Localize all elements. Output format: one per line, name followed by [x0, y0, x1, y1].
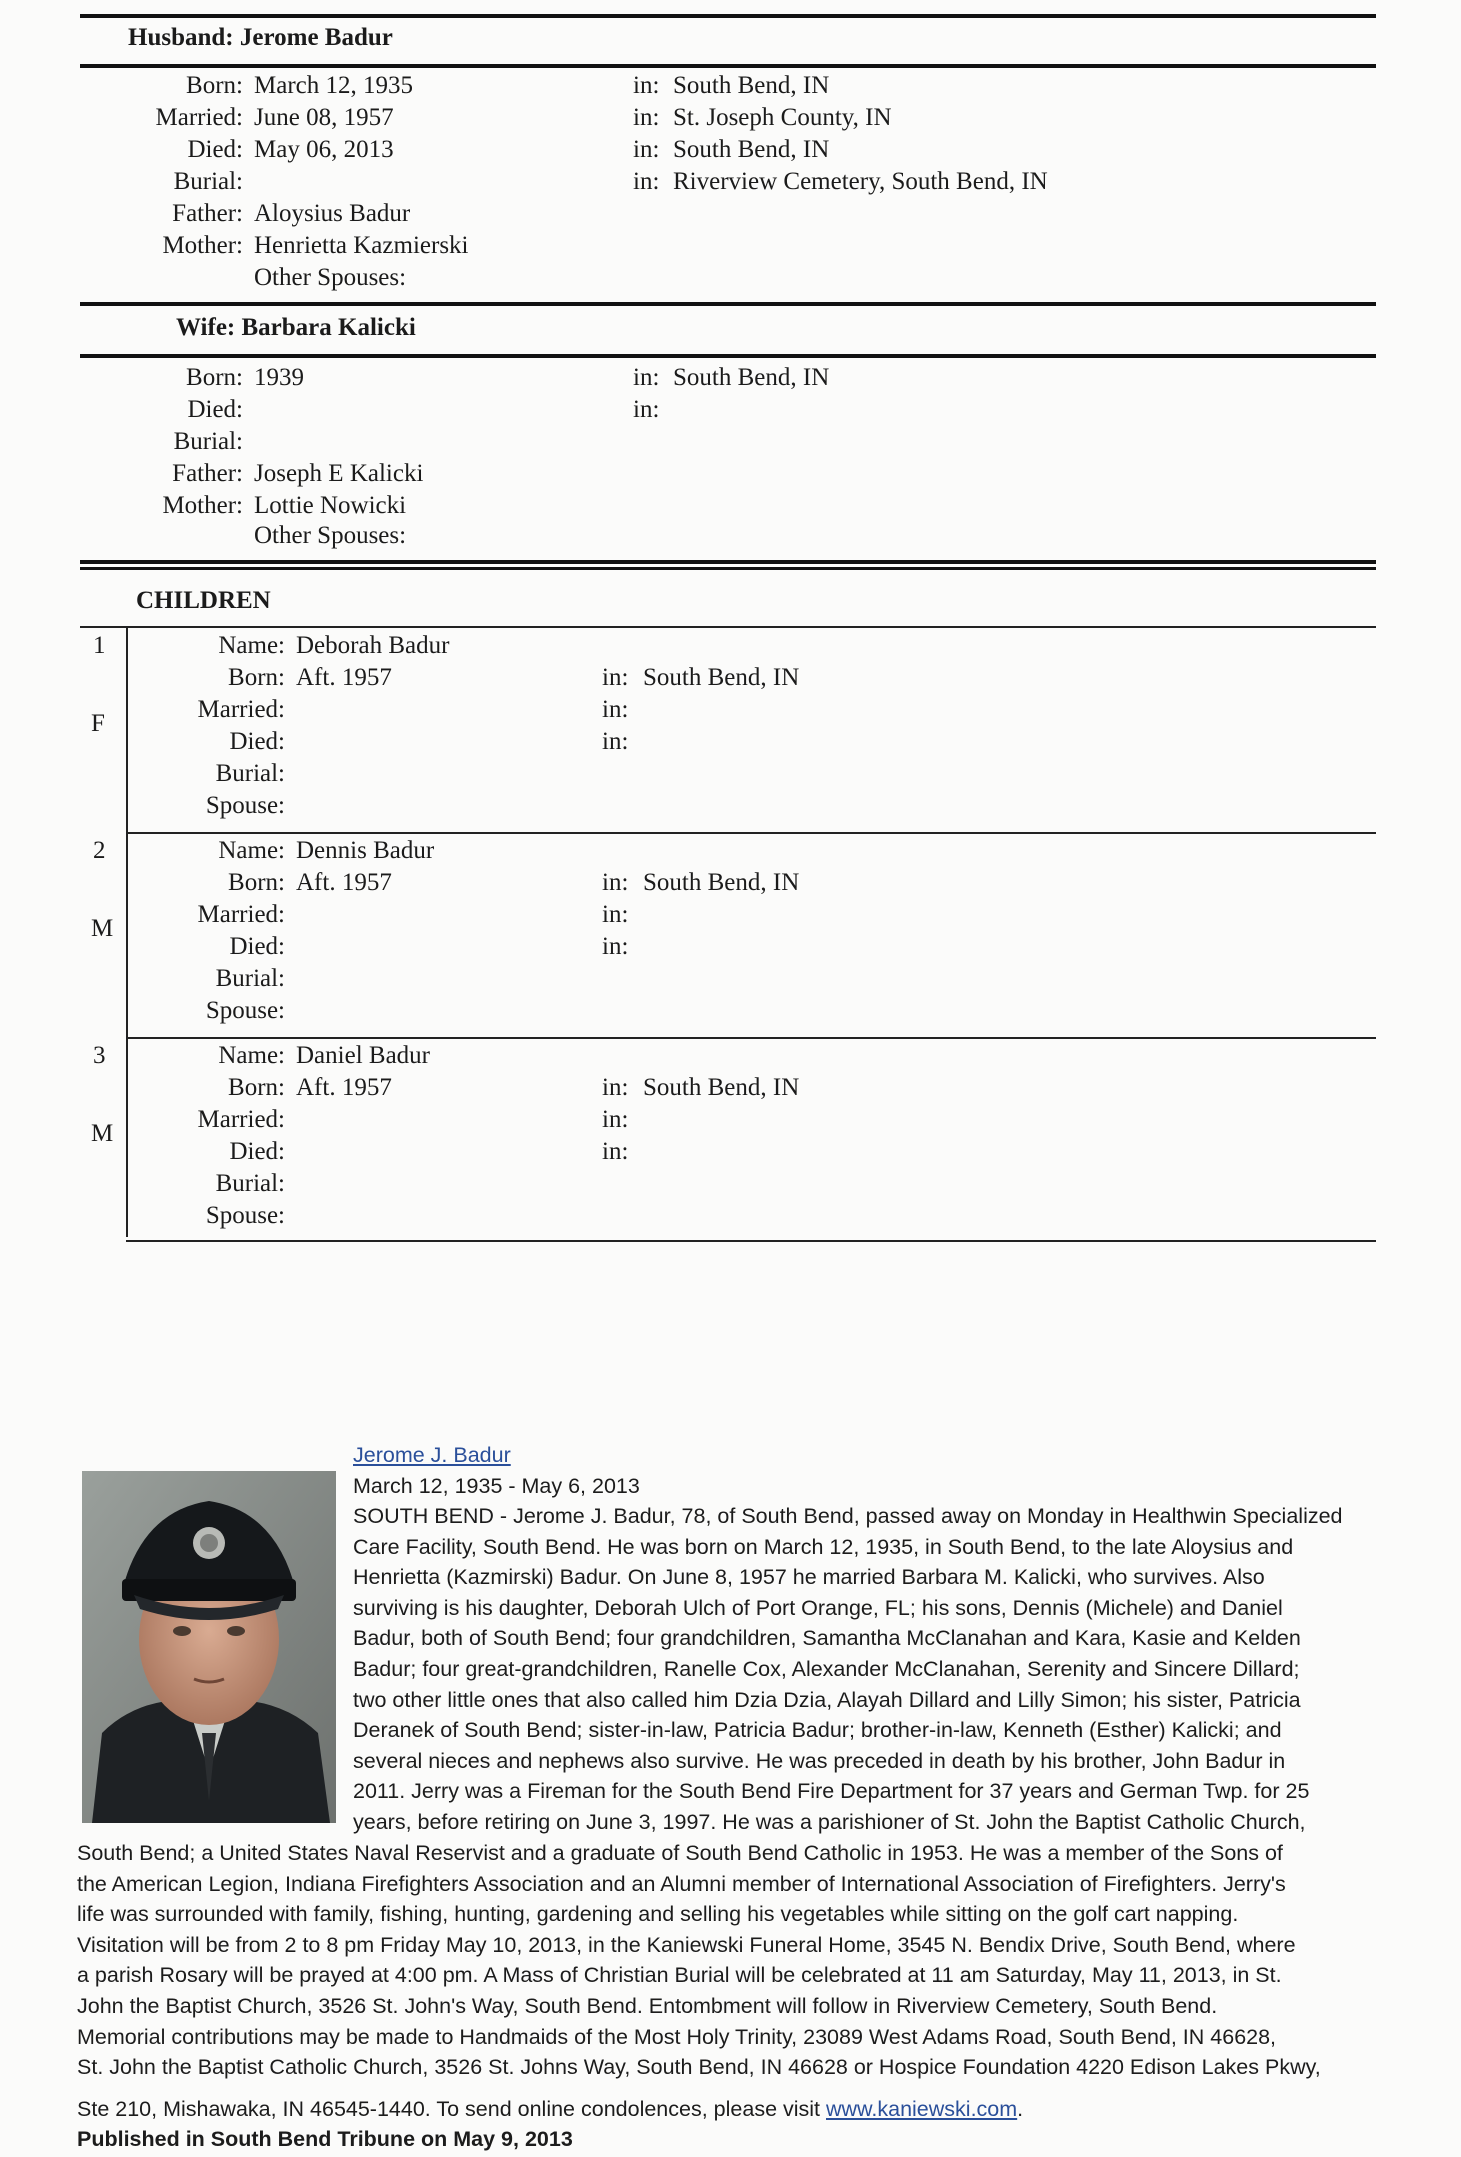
field-value: Lottie Nowicki	[254, 492, 407, 519]
child-field-label: Name:	[218, 837, 285, 864]
field-value: 1939	[254, 364, 304, 391]
obituary-name[interactable]: Jerome J. Badur	[353, 1443, 511, 1467]
field-label: Married:	[155, 104, 243, 131]
child-field-in-label: in:	[602, 696, 629, 723]
field-place: Riverview Cemetery, South Bend, IN	[673, 168, 1048, 195]
wife-other-spouses: Other Spouses:	[254, 522, 407, 549]
child-number: 3	[93, 1042, 106, 1069]
child-field-value: Deborah Badur	[296, 632, 450, 659]
portrait-image	[82, 1471, 336, 1823]
field-value: March 12, 1935	[254, 72, 413, 99]
child-field-in-label: in:	[602, 869, 629, 896]
field-in-label: in:	[633, 104, 660, 131]
obituary-line: years, before retiring on June 3, 1997. He was a parishioner of St. John the Baptist Catholic Church,	[353, 1810, 1306, 1834]
children-vertical-rule	[126, 627, 128, 1237]
obituary-line: Badur, both of South Bend; four grandchildren, Samantha McClanahan and Kara, Kasie and Kelden	[353, 1626, 1301, 1651]
obituary-line: Care Facility, South Bend. He was born on March 12, 1935, in South Bend, to the late Aloysius and	[353, 1534, 1294, 1559]
children-top-rule-b	[80, 567, 1376, 570]
field-label: Born:	[186, 72, 243, 99]
top-rule	[80, 14, 1376, 18]
child-field-value: Aft. 1957	[296, 664, 392, 691]
obituary-name-link[interactable]	[353, 1440, 511, 1471]
obituary-line: John the Baptist Church, 3526 St. John's Way, South Bend. Entombment will follow in Riverview Cemetery, South Bend.	[77, 1994, 1218, 2018]
wife-name: Barbara Kalicki	[241, 314, 416, 341]
portrait-photo	[82, 1471, 336, 1823]
husband-name: Jerome Badur	[239, 24, 393, 51]
child-number: 2	[93, 837, 106, 864]
field-value: Henrietta Kazmierski	[254, 232, 469, 259]
obituary-line: several nieces and nephews also survive. He was preceded in death by his brother, John Badur in	[353, 1748, 1286, 1773]
obituary-line: Deranek of South Bend; sister-in-law, Patricia Badur; brother-in-law, Kenneth (Esther) Kalicki; and	[353, 1718, 1282, 1743]
child-field-label: Died:	[229, 1138, 285, 1165]
obituary-line: 2011. Jerry was a Fireman for the South Bend Fire Department for 37 years and German Twp. for 25	[353, 1779, 1310, 1804]
child-field-label: Spouse:	[205, 997, 285, 1024]
obituary-line: SOUTH BEND - Jerome J. Badur, 78, of South Bend, passed away on Monday in Healthwin Specialized	[353, 1504, 1343, 1528]
child-field-label: Married:	[197, 901, 285, 928]
obituary-line: Henrietta (Kazmirski) Badur. On June 8, 1957 he married Barbara M. Kalicki, who survives. Also	[353, 1565, 1265, 1590]
obituary-last-line	[77, 2094, 1023, 2125]
field-in-label: in:	[633, 396, 660, 423]
child-sex: M	[91, 915, 114, 942]
website-link[interactable]: www.kaniewski.com	[826, 2097, 1018, 2121]
field-label: Born:	[186, 364, 243, 391]
child-field-value: Daniel Badur	[296, 1042, 430, 1069]
field-label: Father:	[172, 200, 243, 227]
child-sex: M	[91, 1120, 114, 1147]
child-field-value: Dennis Badur	[296, 837, 435, 864]
field-place: South Bend, IN	[673, 136, 830, 163]
wife-heading	[176, 312, 416, 344]
child-separator-rule	[126, 1240, 1376, 1242]
child-field-in-label: in:	[602, 1138, 629, 1165]
obituary-line: surviving is his daughter, Deborah Ulch of Port Orange, FL; his sons, Dennis (Michele) and Daniel	[353, 1595, 1283, 1620]
husband-heading-label: Husband:	[128, 24, 234, 51]
child-field-label: Burial:	[215, 1170, 285, 1197]
field-label: Mother:	[162, 492, 243, 519]
field-place: South Bend, IN	[673, 72, 830, 99]
field-value: Aloysius Badur	[254, 200, 411, 227]
child-field-place: South Bend, IN	[643, 1074, 800, 1101]
obituary-line: life was surrounded with family, fishing, hunting, gardening and selling his vegetables while sitting on the golf cart napping.	[77, 1902, 1239, 1927]
field-label: Burial:	[173, 428, 243, 455]
wife-rule	[80, 354, 1376, 358]
field-label: Father:	[172, 460, 243, 487]
field-in-label: in:	[633, 72, 660, 99]
child-field-label: Born:	[228, 869, 285, 896]
child-field-label: Died:	[229, 933, 285, 960]
child-separator-rule	[126, 1037, 1376, 1039]
children-top-rule-a	[80, 560, 1376, 564]
field-in-label: in:	[633, 168, 660, 195]
field-label: Died:	[187, 396, 243, 423]
published-line: Published in South Bend Tribune on May 9, 2013	[77, 2127, 573, 2151]
child-field-place: South Bend, IN	[643, 869, 800, 896]
child-number: 1	[93, 632, 106, 659]
obituary-line: South Bend; a United States Naval Reservist and a graduate of South Bend Catholic in 1953. He was a member of the Sons of	[77, 1841, 1283, 1865]
obituary-last-line-text: Ste 210, Mishawaka, IN 46545-1440. To send online condolences, please visit	[77, 2097, 826, 2121]
child-field-label: Name:	[218, 1042, 285, 1069]
child-field-label: Died:	[229, 728, 285, 755]
field-place: South Bend, IN	[673, 364, 830, 391]
husband-rule	[80, 64, 1376, 68]
obituary-line: Visitation will be from 2 to 8 pm Friday May 10, 2013, in the Kaniewski Funeral Home, 3545 N. Bendix Drive, South Bend, where	[77, 1932, 1296, 1957]
child-field-label: Spouse:	[205, 792, 285, 819]
husband-heading	[128, 22, 393, 54]
field-in-label: in:	[633, 136, 660, 163]
obituary-last-line-end: .	[1017, 2097, 1024, 2121]
child-field-label: Born:	[228, 1074, 285, 1101]
children-heading-rule	[80, 626, 1376, 628]
child-field-value: Aft. 1957	[296, 869, 392, 896]
child-field-in-label: in:	[602, 1074, 629, 1101]
child-field-in-label: in:	[602, 1106, 629, 1133]
field-value: June 08, 1957	[254, 104, 394, 131]
child-field-value: Aft. 1957	[296, 1074, 392, 1101]
wife-top-rule	[80, 302, 1376, 306]
child-sex: F	[91, 710, 105, 737]
child-field-in-label: in:	[602, 933, 629, 960]
obituary-line: a parish Rosary will be prayed at 4:00 pm. A Mass of Christian Burial will be celebrated at 11 am Saturday, May 11, 2013, in St.	[77, 1963, 1282, 1988]
children-heading: CHILDREN	[136, 587, 271, 614]
husband-other-spouses: Other Spouses:	[254, 264, 407, 291]
wife-heading-label: Wife:	[176, 314, 236, 341]
obituary-line: two other little ones that also called him Dzia Dzia, Alayah Dillard and Lilly Simon; his sister, Patricia	[353, 1687, 1301, 1712]
child-field-in-label: in:	[602, 901, 629, 928]
field-in-label: in:	[633, 364, 660, 391]
obituary-line: the American Legion, Indiana Firefighters Association and an Alumni member of International Association of Firefighters. Jerry's	[77, 1871, 1286, 1896]
field-value: May 06, 2013	[254, 136, 394, 163]
child-field-label: Married:	[197, 696, 285, 723]
child-separator-rule	[126, 832, 1376, 834]
child-field-label: Married:	[197, 1106, 285, 1133]
child-field-place: South Bend, IN	[643, 664, 800, 691]
obituary-line: Badur; four great-grandchildren, Ranelle Cox, Alexander McClanahan, Serenity and Sincere Dillard;	[353, 1657, 1300, 1681]
obituary-dates: March 12, 1935 - May 6, 2013	[353, 1474, 640, 1498]
child-field-label: Burial:	[215, 760, 285, 787]
child-field-label: Spouse:	[205, 1202, 285, 1229]
child-field-in-label: in:	[602, 664, 629, 691]
child-field-in-label: in:	[602, 728, 629, 755]
field-label: Burial:	[173, 168, 243, 195]
field-label: Died:	[187, 136, 243, 163]
obituary-line: Memorial contributions may be made to Handmaids of the Most Holy Trinity, 23089 West Adams Road, South Bend, IN 46628,	[77, 2024, 1277, 2049]
obituary-line: St. John the Baptist Catholic Church, 3526 St. Johns Way, South Bend, IN 46628 or Hospice Foundation 4220 Edison Lakes Pkwy,	[77, 2055, 1321, 2080]
child-field-label: Name:	[218, 632, 285, 659]
child-field-label: Burial:	[215, 965, 285, 992]
field-label: Mother:	[162, 232, 243, 259]
field-place: St. Joseph County, IN	[673, 104, 892, 131]
field-value: Joseph E Kalicki	[254, 460, 424, 487]
child-field-label: Born:	[228, 664, 285, 691]
